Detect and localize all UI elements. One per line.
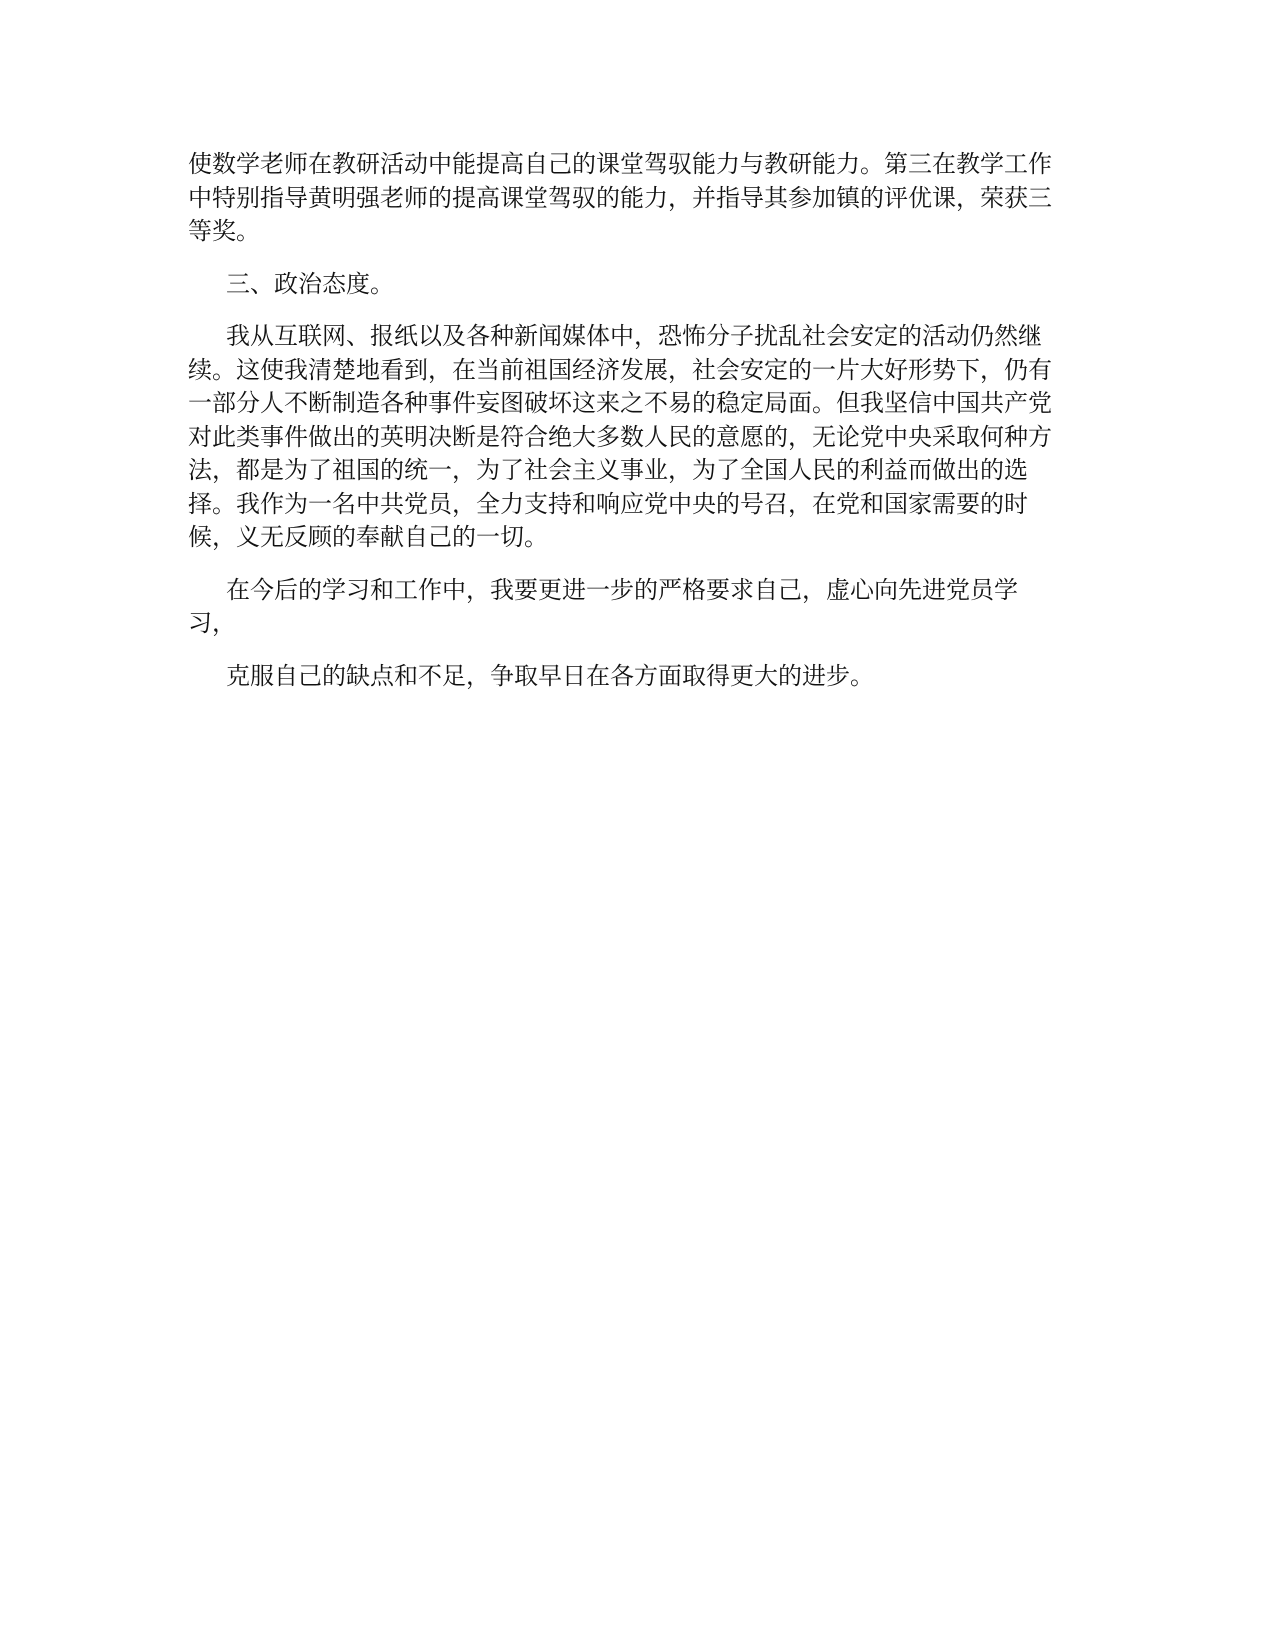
section-heading-political-attitude (188, 268, 1088, 302)
text-line: 一部分人不断制造各种事件妄图破坏这来之不易的稳定局面。但我坚信中国共产党 (188, 389, 1052, 417)
text-line: 对此类事件做出的英明决断是符合绝大多数人民的意愿的，无论党中央采取何种方 (188, 422, 1052, 451)
text-line: 等奖。 (188, 217, 260, 245)
paragraph-future-study (188, 574, 1088, 641)
text-line: 候，义无反顾的奉献自己的一切。 (188, 523, 548, 551)
text-line: 择。我作为一名中共党员，全力支持和响应党中央的号召，在党和国家需要的时 (188, 489, 1028, 518)
text-line: 法，都是为了祖国的统一，为了社会主义事业，为了全国人民的利益而做出的选 (188, 456, 1028, 484)
paragraph-closing (188, 660, 1088, 694)
text-line: 续。这使我清楚地看到，在当前祖国经济发展，社会安定的一片大好形势下，仍有 (188, 355, 1052, 384)
paragraph-political-attitude (188, 320, 1088, 555)
document-body (188, 148, 1088, 712)
text-line: 我从互联网、报纸以及各种新闻媒体中，恐怖分子扰乱社会安定的活动仍然继 (226, 322, 1042, 350)
text-line: 克服自己的缺点和不足，争取早日在各方面取得更大的进步。 (226, 661, 874, 690)
text-line: 在今后的学习和工作中，我要更进一步的严格要求自己，虚心向先进党员学 (226, 575, 1018, 604)
text-line: 习， (188, 609, 236, 637)
heading-text: 三、政治态度。 (226, 269, 394, 298)
text-line: 使数学老师在教研活动中能提高自己的课堂驾驭能力与教研能力。第三在教学工作 (188, 150, 1052, 178)
paragraph-teaching-work (188, 148, 1088, 249)
text-line: 中特别指导黄明强老师的提高课堂驾驭的能力，并指导其参加镇的评优课，荣获三 (188, 183, 1052, 212)
